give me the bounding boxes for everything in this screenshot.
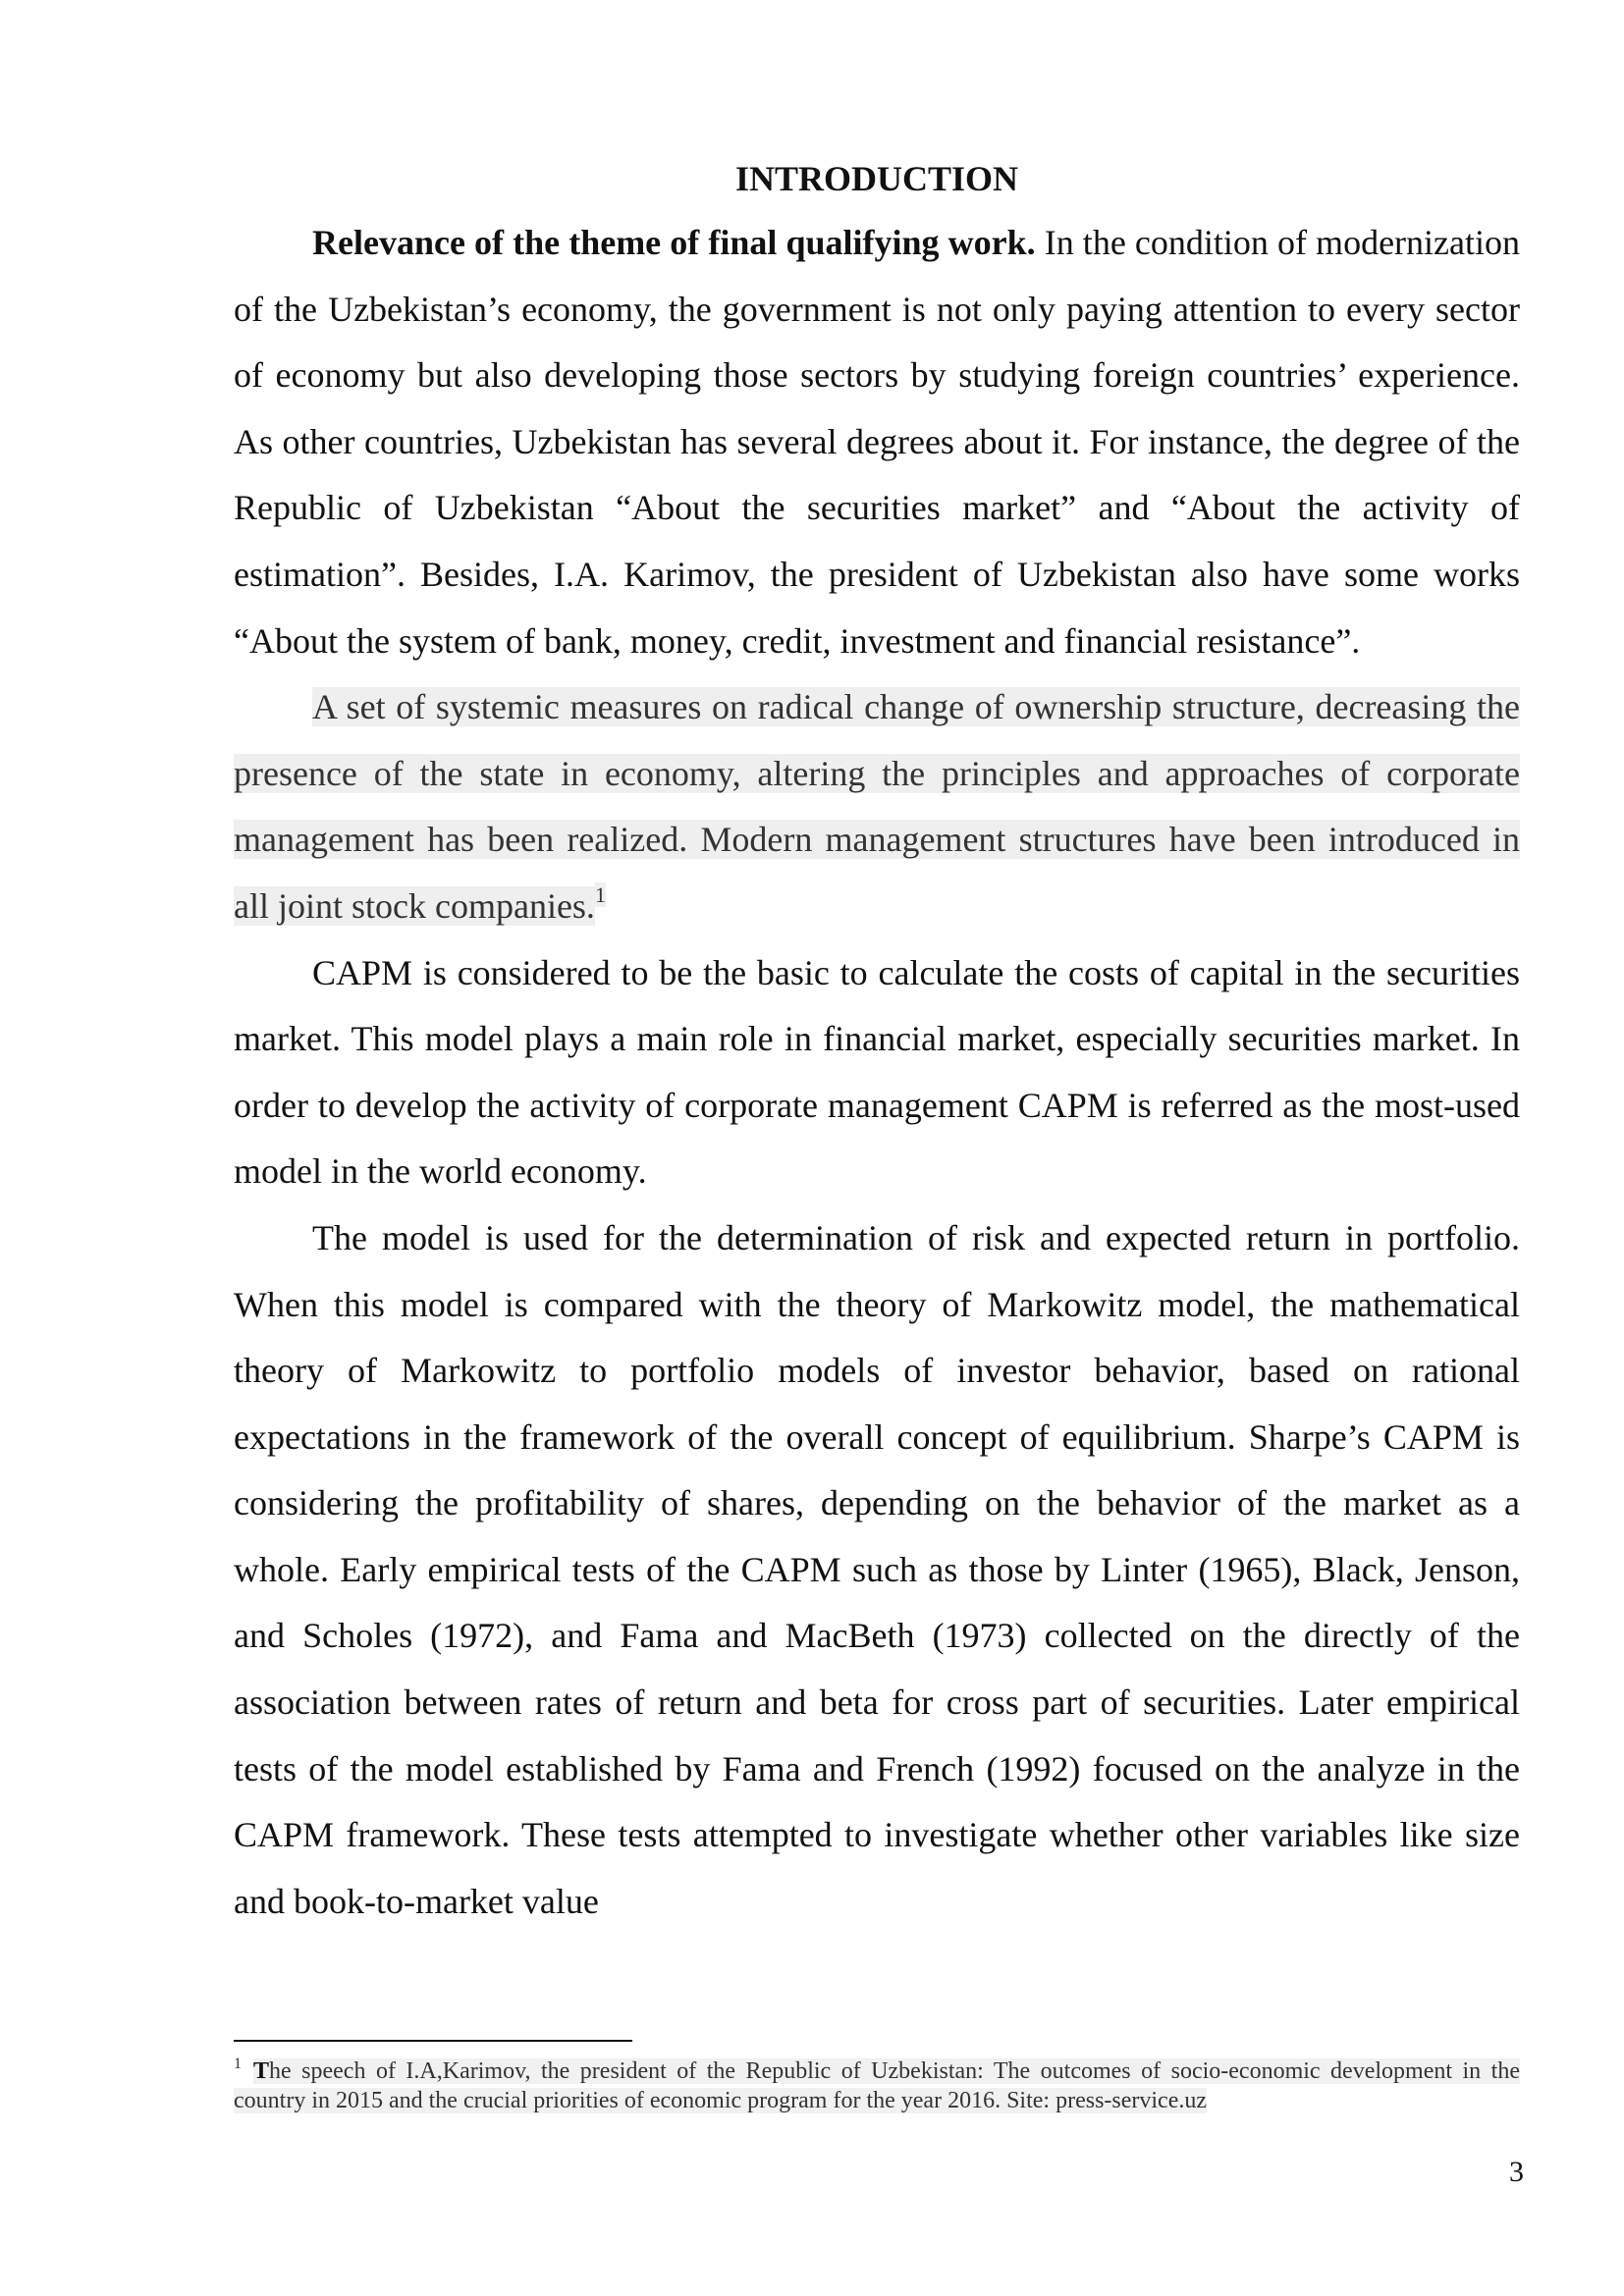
footnote-number: 1 [234, 2056, 242, 2072]
page-number: 3 [1509, 2156, 1524, 2188]
footnote-text-block [234, 2058, 1520, 2113]
highlighted-text: A set of systemic measures on radical change of ownership structure, decreasing the presence of the state in economy, altering the principles and approaches of corporate management has been realized. Modern management structures have been introduced in all joint stock companies. [234, 687, 1520, 926]
paragraph-capm: CAPM is considered to be the basic to calculate the costs of capital in the securities market. This model plays a main role in financial market, especially securities market. In order to develop the activity of corporate management CAPM is referred as the most-used model in the world economy. [234, 952, 1520, 1192]
paragraph-model: The model is used for the determination of risk and expected return in portfolio. When this model is compared with the theory of Markowitz model, the mathematical theory of Markowitz to portfolio models of investor behavior, based on rational expectations in the framework of the overall concept of equilibrium. Sharpe’s CAPM is considering the profitability of shares, depending on the behavior of the market as a whole. Early empirical tests of the CAPM such as those by Linter (1965), Black, Jenson, and Scholes (1972), and Fama and MacBeth (1973) collected on the directly of the association between rates of return and beta for cross part of securities. Later empirical tests of the model established by Fama and French (1992) focused on the analyze in the CAPM framework. These tests attempted to investigate whether other variables like size and book-to-market value [234, 1217, 1520, 1921]
paragraph-text: In the condition of modernization of the Uzbekistan’s economy, the government is not only paying attention to every sector of economy but also developing those sectors by studying foreign countries’ experience. As other countries, Uzbekistan has several degrees about it. For instance, the degree of the Republic of Uzbekistan “About the securities market” and “About the activity of estimation”. Besides, I.A. Karimov, the president of Uzbekistan also have some works “About the system of bank, money, credit, investment and financial resistance”. [234, 223, 1520, 661]
paragraph-bold-lead: Relevance of the theme of final qualifying work. [312, 223, 1036, 262]
footnote-text: he speech of I.A,Karimov, the president of the Republic of Uzbekistan: The outcomes of socio-economic development in the country in 2015 and the crucial priorities of economic program for the year 2016. Site: press-service.uz [234, 2058, 1520, 2113]
paragraph-relevance [234, 210, 1520, 674]
footnote-first-letter: T [253, 2058, 270, 2084]
section-heading: INTRODUCTION [734, 159, 1019, 198]
footnote-separator [234, 2040, 632, 2042]
footnote-reference[interactable]: 1 [594, 881, 606, 907]
document-body [234, 147, 1520, 1935]
footnote [234, 2050, 1520, 2115]
paragraph-ownership [234, 674, 1520, 939]
